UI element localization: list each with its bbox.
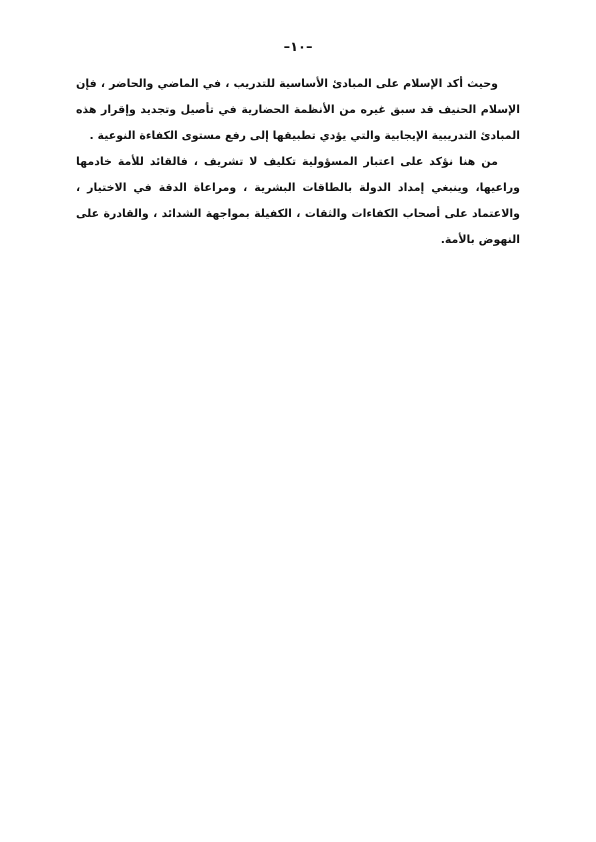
paragraph-training-principles: وحيث أكد الإسلام على المبادئ الأساسية للتدريب ، في الماضي والحاضر ، فإن الإسلام الحنيف قد سبق غيره من الأنظمة الحضارية في تأصيل وتجديد وإقرار هذه المبادئ التدريبية الإيجابية والتي يؤدي تطبيقها إلى رفع مستوى الكفاءة النوعية . — [76, 77, 520, 142]
page-number: –١٠– — [283, 40, 313, 55]
paragraph-responsibility: من هنا نؤكد على اعتبار المسؤولية تكليف لا تشريف ، فالقائد للأمة خادمها وراعيها، وينبغي إمداد الدولة بالطاقات البشرية ، ومراعاة الدقة في الاختيار ، والاعتماد على أصحاب الكفاءات والثقات ، الكفيلة بمواجهة الشدائد ، والقادرة على النهوض بالأمة. — [76, 155, 520, 246]
body-text — [76, 71, 520, 253]
